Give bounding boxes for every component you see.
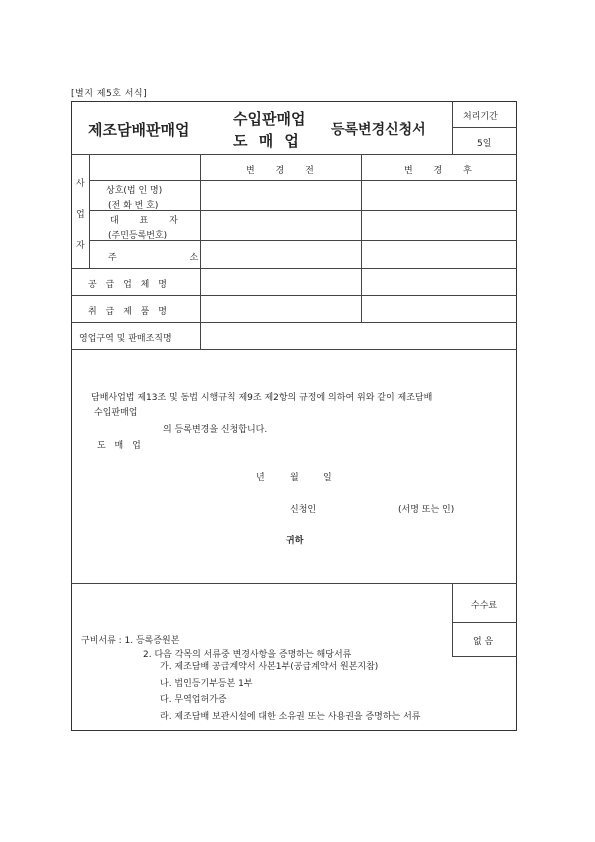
rule — [89, 154, 90, 268]
docs-intro: 구비서류 : 1. 등록증원본 — [81, 636, 180, 646]
rule — [71, 295, 517, 296]
rule — [200, 154, 201, 349]
rule — [89, 180, 517, 181]
rule — [452, 583, 453, 656]
form-id: [별지 제5호 서식] — [71, 89, 148, 99]
rule — [71, 583, 517, 584]
side-label: 자 — [76, 241, 85, 251]
body-line1: 담배사업법 제13조 및 동법 시행규칙 제9조 제2항의 규정에 의하여 위와 같이 제조담배 — [91, 393, 433, 403]
col-after: 변 경 후 — [404, 166, 481, 176]
body-line2: 수입판매업 — [94, 408, 138, 418]
rule — [452, 622, 517, 623]
rule — [452, 101, 453, 154]
date-month: 월 — [290, 473, 299, 483]
label-product: 취 급 제 품 명 — [88, 307, 170, 317]
body-line4: 도 매 업 — [97, 441, 144, 451]
processing-value: 5일 — [477, 139, 492, 149]
processing-label: 처리기간 — [463, 112, 498, 122]
rule — [361, 154, 362, 322]
label-phone: (전 화 번 호) — [108, 201, 159, 211]
docs-na: 나. 법인등기부등본 1부 — [160, 679, 253, 689]
rule — [71, 322, 517, 323]
label-supplier: 공 급 업 체 명 — [88, 280, 170, 290]
label-representative: 대 표 자 — [110, 216, 187, 226]
rule — [452, 656, 517, 657]
docs-item2: 2. 다음 각목의 서류중 변경사항을 증명하는 해당서류 — [143, 650, 352, 660]
rule — [452, 127, 517, 128]
body-line3: 의 등록변경을 신청합니다. — [163, 425, 268, 435]
fee-label: 수수료 — [471, 601, 498, 611]
label-area: 영업구역 및 판매조직명 — [79, 334, 172, 344]
label-company-name: 상호(법 인 명) — [106, 186, 163, 196]
docs-da: 다. 무역업허가증 — [160, 695, 227, 705]
rule — [71, 268, 517, 269]
docs-ra: 라. 제조담배 보관시설에 대한 소유권 또는 사용권을 증명하는 서류 — [160, 712, 421, 722]
col-before: 변 경 전 — [246, 166, 323, 176]
title-right: 등록변경신청서 — [331, 122, 426, 138]
rule — [71, 154, 517, 155]
label-resident-no: (주민등록번호) — [108, 231, 168, 241]
date-day: 일 — [323, 473, 332, 483]
side-label: 사 — [76, 179, 85, 189]
title-mid-top: 수입판매업 — [233, 110, 306, 128]
title-left: 제조담배판매업 — [88, 121, 190, 139]
docs-ga: 가. 제조담배 공급계약서 사본1부(공급계약서 원본지참) — [160, 662, 379, 672]
addressee: 귀하 — [286, 536, 304, 546]
side-label: 업 — [76, 210, 85, 220]
title-mid-bottom: 도 매 업 — [233, 132, 302, 150]
date-year: 년 — [256, 473, 265, 483]
rule — [71, 349, 517, 350]
label-address: 주 소 — [108, 253, 199, 263]
applicant-label: 신청인 — [290, 505, 317, 515]
fee-value: 없 음 — [473, 637, 494, 647]
sign-note: (서명 또는 인) — [398, 505, 455, 515]
